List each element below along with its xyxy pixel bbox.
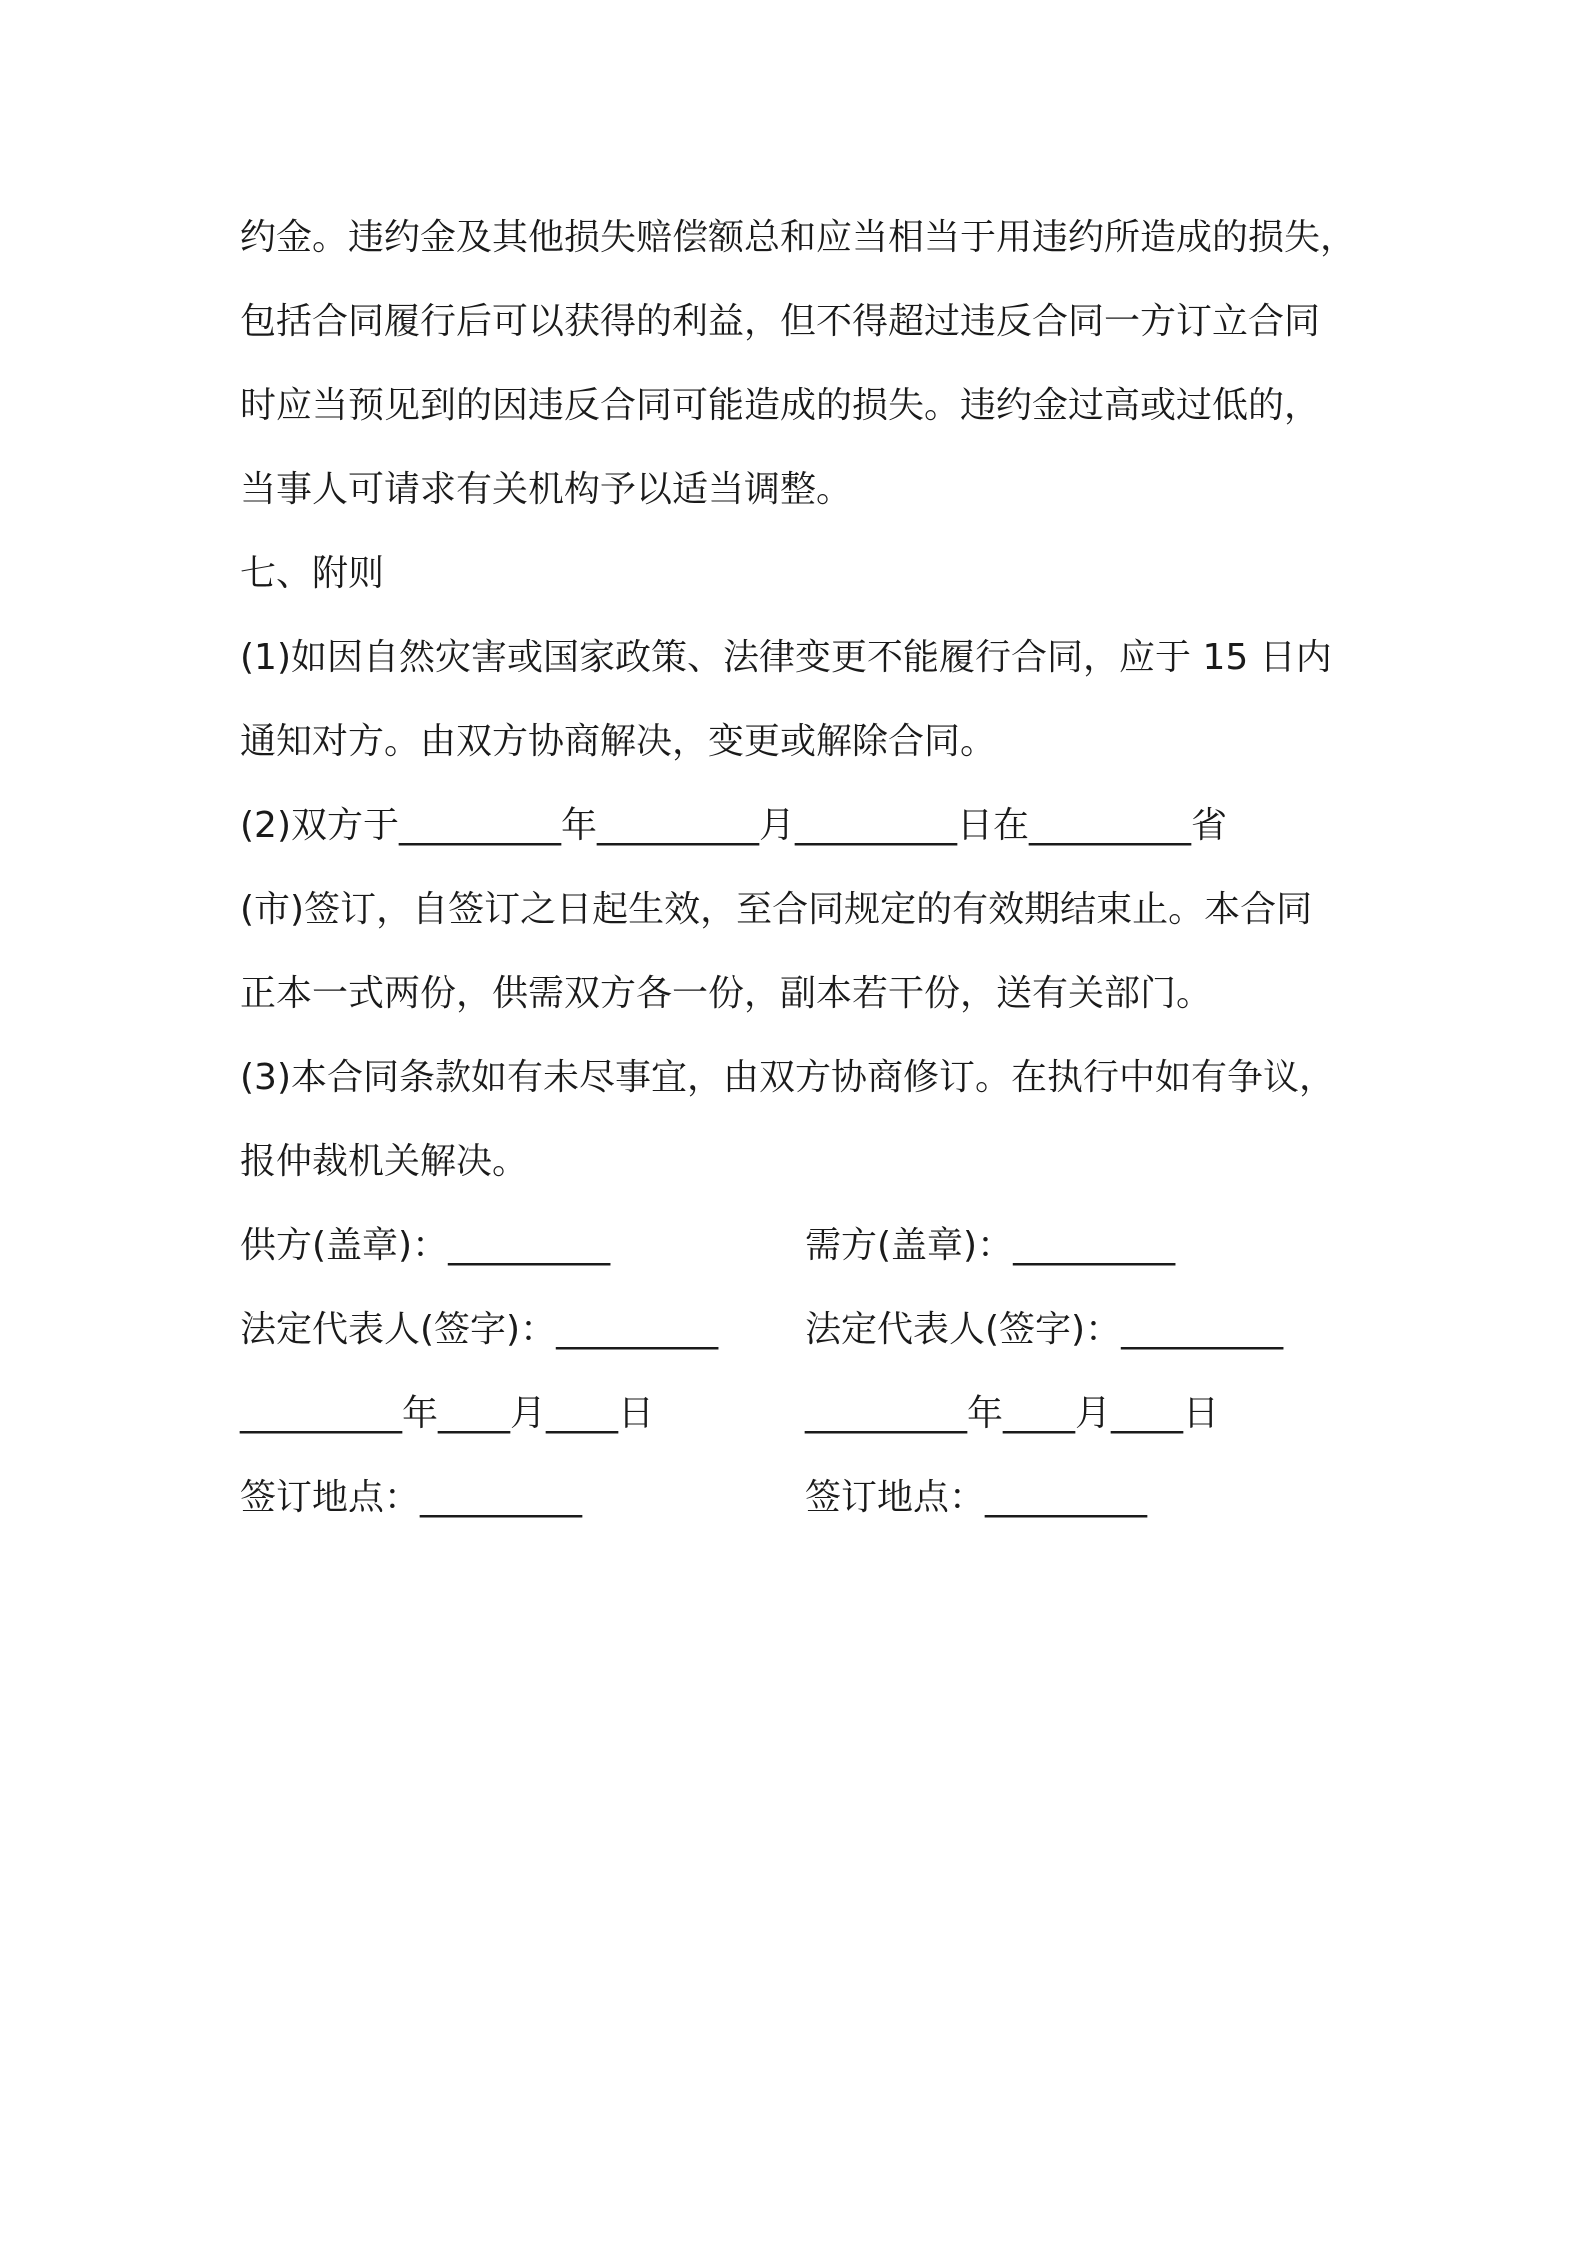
buyer-representative-field: 法定代表人(签字)：_________ bbox=[805, 1309, 1284, 1350]
buyer-place-field: 签订地点：_________ bbox=[805, 1477, 1148, 1518]
clause-3-line: (3)本合同条款如有未尽事宜，由双方协商修订。在执行中如有争议， bbox=[240, 1057, 1335, 1098]
paragraph-line: 当事人可请求有关机构予以适当调整。 bbox=[240, 469, 853, 510]
supplier-date-field: _________年____月____日 bbox=[240, 1393, 654, 1434]
clause-1-line: (1)如因自然灾害或国家政策、法律变更不能履行合同，应于 15 日内 bbox=[240, 637, 1332, 678]
supplier-seal-field: 供方(盖章)：_________ bbox=[240, 1225, 611, 1266]
signature-row-seal bbox=[240, 1204, 1370, 1288]
clause-2-line: (市)签订，自签订之日起生效，至合同规定的有效期结束止。本合同 bbox=[240, 889, 1313, 930]
paragraph-line: 约金。违约金及其他损失赔偿额总和应当相当于用违约所造成的损失， bbox=[240, 217, 1357, 258]
signature-row-date bbox=[240, 1372, 1370, 1456]
clause-2-line: (2)双方于_________年_________月_________日在_________省 bbox=[240, 805, 1227, 846]
clause-3-line: 报仲裁机关解决。 bbox=[240, 1141, 529, 1182]
signature-row-place bbox=[240, 1456, 1370, 1540]
section-heading: 七、附则 bbox=[240, 553, 385, 594]
clause-1-line: 通知对方。由双方协商解决，变更或解除合同。 bbox=[240, 721, 997, 762]
paragraph-line: 包括合同履行后可以获得的利益，但不得超过违反合同一方订立合同 bbox=[240, 301, 1321, 342]
signature-row-representative bbox=[240, 1288, 1370, 1372]
document-body bbox=[240, 196, 1370, 1540]
buyer-date-field: _________年____月____日 bbox=[805, 1393, 1219, 1434]
supplier-representative-field: 法定代表人(签字)：_________ bbox=[240, 1309, 719, 1350]
clause-2-line: 正本一式两份，供需双方各一份，副本若干份，送有关部门。 bbox=[240, 973, 1213, 1014]
paragraph-line: 时应当预见到的因违反合同可能造成的损失。违约金过高或过低的， bbox=[240, 385, 1321, 426]
supplier-place-field: 签订地点：_________ bbox=[240, 1477, 583, 1518]
buyer-seal-field: 需方(盖章)：_________ bbox=[805, 1225, 1176, 1266]
